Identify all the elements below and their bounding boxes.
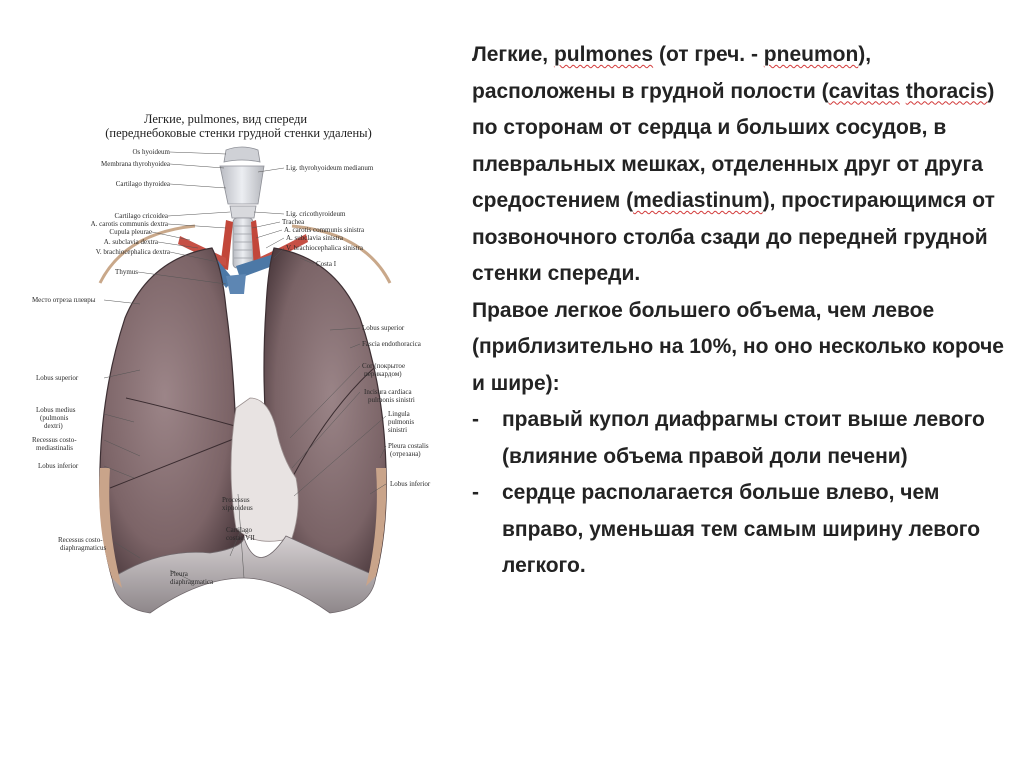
label-lingula-1: Lingula: [388, 410, 410, 418]
label-lig-thyrohyoideum: Lig. thyrohyoideum medianum: [286, 164, 374, 172]
label-incisura-cardiaca-2: pulmonis sinistri: [368, 396, 415, 404]
label-trachea: Trachea: [282, 218, 305, 226]
label-lobus-inferior-right: Lobus inferior: [390, 480, 431, 488]
text-run: Легкие,: [472, 43, 554, 66]
label-cartilago-cricoidea: Cartilago cricoidea: [114, 212, 168, 220]
figure-title-line1: Легкие, pulmones, вид спереди: [143, 112, 308, 126]
label-subclavia-sinistra: A. subclavia sinistra: [286, 234, 343, 242]
label-costa-i: Costa I: [316, 260, 337, 268]
label-lobus-medius-1: Lobus medius: [36, 406, 76, 414]
label-cor-1: Cor (покрытое: [362, 362, 406, 370]
bullet-dash: -: [472, 481, 479, 504]
label-thymus: Thymus: [115, 268, 138, 276]
description-text: [472, 37, 1012, 585]
label-recessus-costomediastinalis-1: Recessus costo-: [32, 436, 77, 444]
text-run: ) по сторонам от сердца и больших сосудов, в плевральных мешках, отделенных друг от друга средостением (: [472, 79, 995, 212]
label-lobus-medius-3: dextri): [44, 422, 63, 430]
term-cavitas: cavitas: [828, 79, 900, 103]
label-lingula-3: sinistri: [388, 426, 408, 434]
text-run: ), простирающимся от позвоночного столба сзади до передней грудной стенки спереди.: [472, 189, 995, 285]
label-cupula-pleurae: Cupula pleurae: [109, 228, 152, 236]
label-recessus-costomediastinalis-2: mediastinalis: [36, 444, 73, 452]
label-lobus-superior-left: Lobus superior: [36, 374, 79, 382]
label-cartilago-costae-2: costae VII: [226, 534, 255, 542]
term-pneumon: pneumon: [763, 43, 859, 66]
bullet-text: правый купол диафрагмы стоит выше левого (влияние объема правой доли печени): [502, 408, 985, 468]
bullet-item: [472, 475, 1012, 585]
term-thoracis: thoracis: [905, 79, 988, 103]
label-pleura-diaphragmatica-2: diaphragmatica: [170, 578, 214, 586]
label-lobus-inferior-left: Lobus inferior: [38, 462, 79, 470]
bullet-item: [472, 402, 1012, 475]
label-subclavia-dextra: A. subclavia dextra: [103, 238, 158, 246]
label-lobus-medius-2: (pulmonis: [40, 414, 69, 422]
figure-title-line2: (переднебоковые стенки грудной стенки удалены): [105, 126, 372, 140]
right-lung: [100, 248, 244, 578]
anatomy-figure: [30, 108, 455, 628]
label-pleura-costalis-1: Pleura costalis: [388, 442, 429, 450]
label-incisura-cardiaca-1: Incisura cardiaca: [364, 388, 412, 396]
term-mediastinum: mediastinum: [633, 189, 763, 212]
paragraph-lungs-location: [472, 37, 1012, 293]
label-lobus-superior-right: Lobus superior: [362, 324, 405, 332]
label-cartilago-costae-1: Cartilago: [226, 526, 253, 534]
label-processus-xiphoideus-1: Processus: [222, 496, 250, 504]
label-processus-xiphoideus-2: xiphoideus: [222, 504, 253, 512]
bullet-text: сердце располагается больше влево, чем вправо, уменьшая тем самым ширину левого легкого.: [502, 481, 981, 577]
label-recessus-costodiaphragmaticus-2: diaphragmaticus: [60, 544, 107, 552]
label-carotis-sinistra: A. carotis communis sinistra: [284, 226, 365, 234]
label-os-hyoideum: Os hyoideum: [132, 148, 170, 156]
label-recessus-costodiaphragmaticus-1: Recessus costo-: [58, 536, 103, 544]
label-carotis-dextra: A. carotis communis dextra: [90, 220, 168, 228]
label-pleura-diaphragmatica-1: Pleura: [170, 570, 188, 578]
label-mesto-otreza: Место отреза плевры: [32, 296, 96, 304]
label-pleura-costalis-2: (отрезана): [390, 450, 421, 458]
label-membrana-thyrohyoidea: Membrana thyrohyoidea: [100, 160, 170, 168]
text-run: (от греч. -: [653, 43, 764, 66]
label-cartilago-thyroidea: Cartilago thyroidea: [115, 180, 170, 188]
paragraph-right-lung-volume: Правое легкое большего объема, чем левое (приблизительно на 10%, но оно несколько короче и шире):: [472, 298, 1004, 395]
label-v-brachiocephalica-dextra: V. brachiocephalica dextra: [95, 248, 170, 256]
term-pulmones: pulmones: [553, 43, 654, 66]
label-lingula-2: pulmonis: [388, 418, 415, 426]
label-lig-cricothyroideum: Lig. cricothyroideum: [286, 210, 346, 218]
bullet-dash: -: [472, 408, 479, 431]
text-run: ), расположены в грудной полости (: [472, 43, 872, 103]
label-cor-2: перикардом): [364, 370, 402, 378]
label-fascia-endothoracica: Fascia endothoracica: [362, 340, 421, 348]
label-v-brachiocephalica-sinistra: V. brachiocephalica sinistra: [286, 244, 364, 252]
